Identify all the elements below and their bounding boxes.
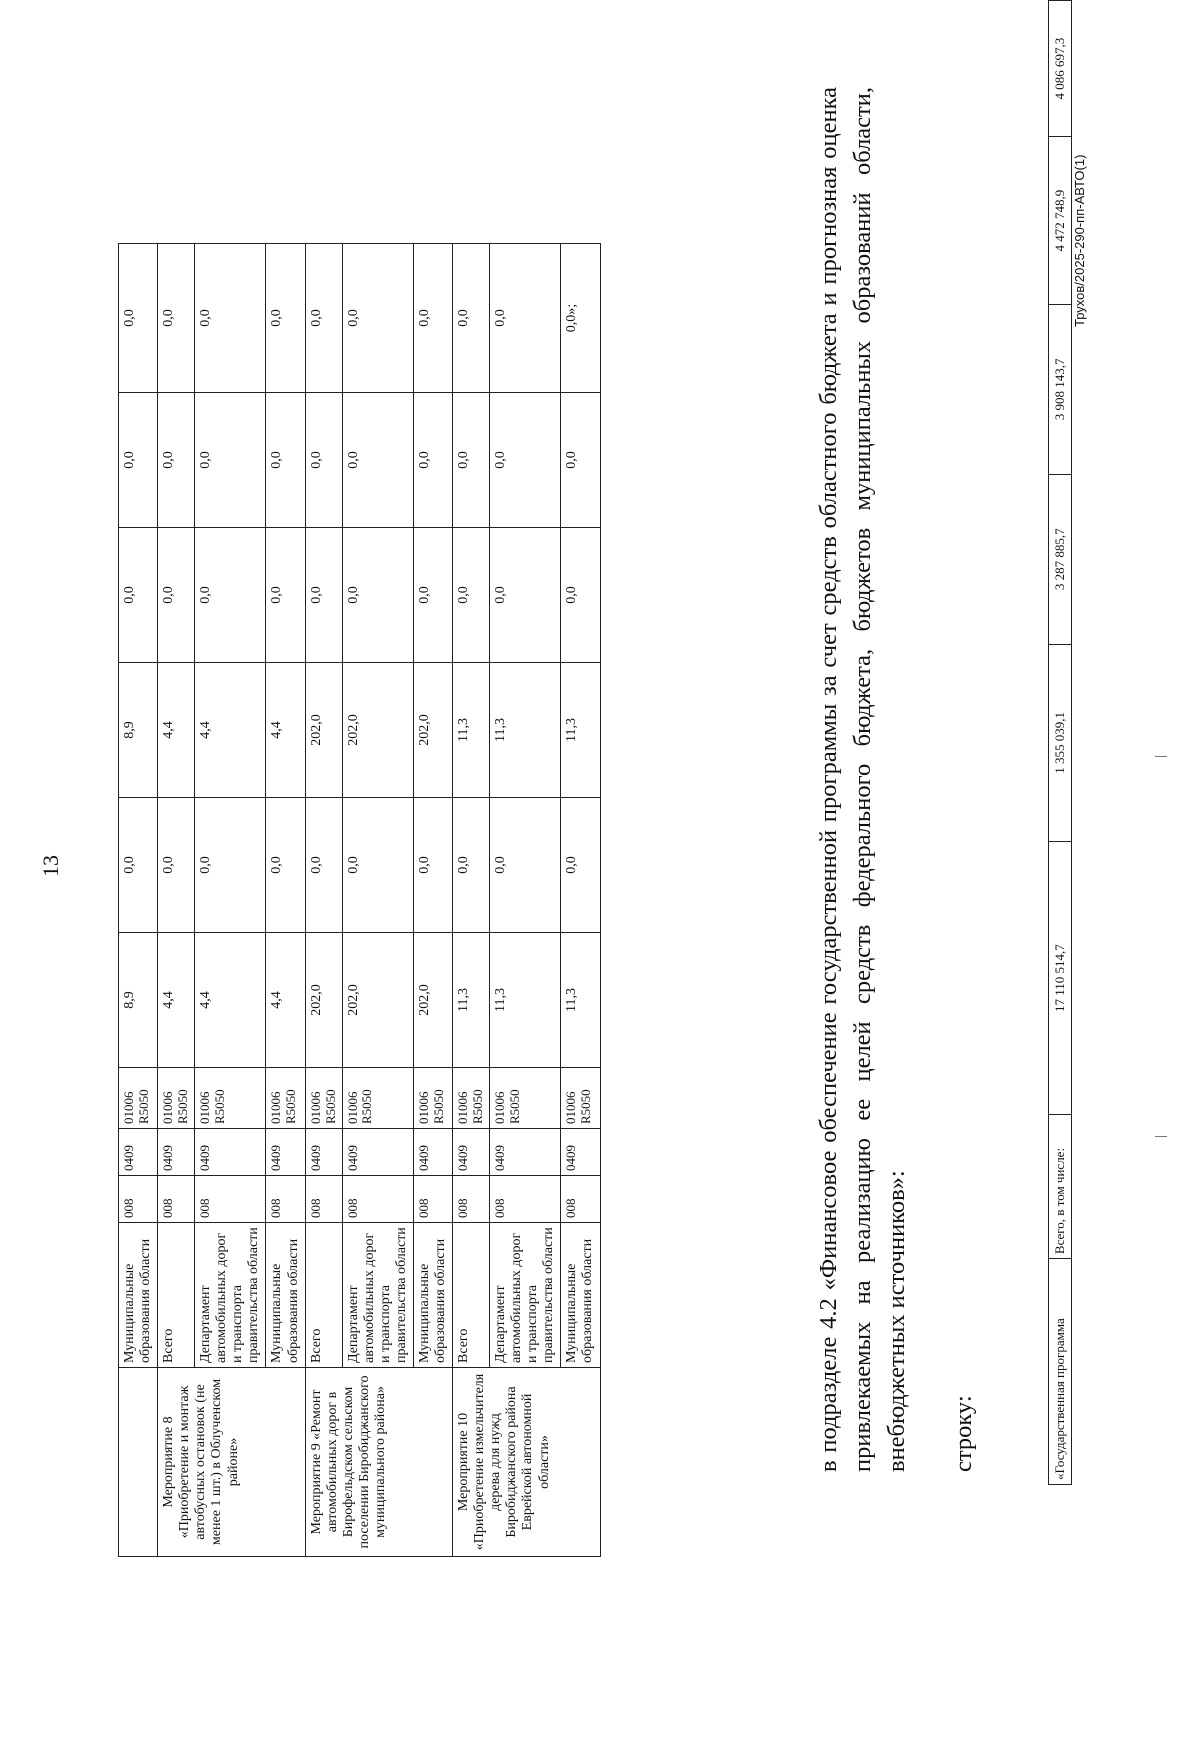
- amount-cell: 8,9: [119, 933, 158, 1068]
- section-cell: 0409: [489, 1129, 560, 1176]
- executor-cell: Муниципальные образования области: [561, 1223, 600, 1368]
- document-code: Трухов/2025-290-пп-АВТО(1): [1072, 154, 1087, 327]
- amount-cell: 0,0: [453, 798, 490, 933]
- amount-cell: 0,0: [119, 244, 158, 393]
- amount-cell: 0,0: [453, 244, 490, 393]
- amount-cell: 0,0: [266, 528, 305, 663]
- amount-cell: 0,0: [413, 393, 452, 528]
- code-cell: 008: [119, 1176, 158, 1223]
- amount-cell: 4,4: [195, 933, 266, 1068]
- code-cell: 008: [453, 1176, 490, 1223]
- amount-cell: 4,4: [266, 933, 305, 1068]
- amount-cell: 0,0: [195, 528, 266, 663]
- scan-mark: [1155, 1136, 1167, 1137]
- amount-cell: 0,0: [489, 393, 560, 528]
- executor-cell: Департамент автомобильных дорог и транспорта правительства области: [489, 1223, 560, 1368]
- table-row: [561, 244, 600, 1557]
- event-name-cell: Мероприятие 8 «Приобретение и монтаж автобусных остановок (не менее 1 шт.) в Облученском районе»: [158, 1368, 305, 1557]
- amount-cell: 0,0: [158, 528, 195, 663]
- stroku-label: строку:: [950, 1395, 977, 1472]
- code-cell: 008: [561, 1176, 600, 1223]
- amount-cell: 0,0: [305, 798, 342, 933]
- amount-cell: 0,0: [119, 798, 158, 933]
- amount-cell: 11,3: [489, 663, 560, 798]
- amount-cell: 0,0: [561, 393, 600, 528]
- table-row: [158, 244, 195, 1557]
- target-article-cell: 01006 R5050: [305, 1068, 342, 1129]
- code-cell: 008: [266, 1176, 305, 1223]
- section-cell: 0409: [453, 1129, 490, 1176]
- amount-cell: 0,0: [266, 244, 305, 393]
- event-name-cell: Мероприятие 9 «Ремонт автомобильных дорог в Бирофельдском сельском поселении Биробиджанского муниципального района»: [305, 1368, 452, 1557]
- amount-cell: 0,0: [305, 393, 342, 528]
- amount-cell: 0,0: [489, 798, 560, 933]
- amount-cell: 0,0: [561, 798, 600, 933]
- target-article-cell: 01006 R5050: [342, 1068, 413, 1129]
- amount-cell: 8,9: [119, 663, 158, 798]
- amount-cell: 0,0: [453, 528, 490, 663]
- table-row: [195, 244, 266, 1557]
- total-label: «Государственная программа: [1049, 1259, 1072, 1485]
- amendment-paragraph: в подразделе 4.2 «Финансовое обеспечение государственной программы за счет средств областного бюджета и прогнозная оценка привлекаемых на реализацию ее целей средств федерального бюджета, бюджетов муниципальных образований области, внебюджетных источников»:: [815, 87, 910, 1472]
- amount-cell: 0,0: [342, 244, 413, 393]
- amount-cell: 0,0: [489, 528, 560, 663]
- amount-cell: 202,0: [305, 663, 342, 798]
- total-value: 3 908 143,7: [1049, 305, 1072, 475]
- amount-cell: 11,3: [453, 663, 490, 798]
- total-value: 1 355 039,1: [1049, 644, 1072, 842]
- amount-cell: 0,0: [413, 798, 452, 933]
- code-cell: 008: [489, 1176, 560, 1223]
- target-article-cell: 01006 R5050: [158, 1068, 195, 1129]
- amount-cell: 0,0: [119, 393, 158, 528]
- target-article-cell: 01006 R5050: [489, 1068, 560, 1129]
- section-cell: 0409: [342, 1129, 413, 1176]
- table-row: [413, 244, 452, 1557]
- section-cell: 0409: [119, 1129, 158, 1176]
- total-sublabel: Всего, в том числе:: [1049, 1115, 1072, 1259]
- amount-cell: 0,0: [195, 798, 266, 933]
- scan-mark: [1155, 756, 1167, 757]
- code-cell: 008: [158, 1176, 195, 1223]
- table-row: [489, 244, 560, 1557]
- program-total-table: [1048, 0, 1072, 1485]
- target-article-cell: 01006 R5050: [195, 1068, 266, 1129]
- amount-cell: 4,4: [266, 663, 305, 798]
- table-row: [305, 244, 342, 1557]
- total-value: 3 287 885,7: [1049, 474, 1072, 644]
- amount-cell: 202,0: [413, 663, 452, 798]
- target-article-cell: 01006 R5050: [453, 1068, 490, 1129]
- total-value: 4 086 697,3: [1049, 1, 1072, 137]
- amount-cell: 11,3: [561, 663, 600, 798]
- amount-cell: 0,0»;: [561, 244, 600, 393]
- target-article-cell: 01006 R5050: [561, 1068, 600, 1129]
- financing-table: [118, 243, 601, 1557]
- code-cell: 008: [305, 1176, 342, 1223]
- amount-cell: 0,0: [489, 244, 560, 393]
- amount-cell: 0,0: [158, 798, 195, 933]
- amount-cell: 0,0: [195, 244, 266, 393]
- page-number: 13: [38, 855, 63, 877]
- section-cell: 0409: [195, 1129, 266, 1176]
- total-value: 4 472 748,9: [1049, 137, 1072, 305]
- amount-cell: 0,0: [158, 393, 195, 528]
- code-cell: 008: [342, 1176, 413, 1223]
- event-name-cell: [119, 1368, 158, 1557]
- amount-cell: 0,0: [342, 393, 413, 528]
- amount-cell: 202,0: [305, 933, 342, 1068]
- section-cell: 0409: [561, 1129, 600, 1176]
- amount-cell: 0,0: [413, 528, 452, 663]
- amount-cell: 202,0: [413, 933, 452, 1068]
- executor-cell: Всего: [158, 1223, 195, 1368]
- executor-cell: Муниципальные образования области: [119, 1223, 158, 1368]
- table-row: [266, 244, 305, 1557]
- table-row: [342, 244, 413, 1557]
- section-cell: 0409: [413, 1129, 452, 1176]
- executor-cell: Департамент автомобильных дорог и транспорта правительства области: [342, 1223, 413, 1368]
- target-article-cell: 01006 R5050: [266, 1068, 305, 1129]
- amount-cell: 0,0: [305, 528, 342, 663]
- amount-cell: 0,0: [195, 393, 266, 528]
- amount-cell: 0,0: [453, 393, 490, 528]
- section-cell: 0409: [305, 1129, 342, 1176]
- amount-cell: 11,3: [453, 933, 490, 1068]
- amount-cell: 11,3: [561, 933, 600, 1068]
- amount-cell: 0,0: [342, 528, 413, 663]
- amount-cell: 0,0: [119, 528, 158, 663]
- program-total-row: [1049, 1, 1072, 1485]
- amount-cell: 0,0: [561, 528, 600, 663]
- amount-cell: 202,0: [342, 663, 413, 798]
- executor-cell: Всего: [305, 1223, 342, 1368]
- amount-cell: 0,0: [158, 244, 195, 393]
- amount-cell: 4,4: [195, 663, 266, 798]
- executor-cell: Муниципальные образования области: [413, 1223, 452, 1368]
- table-row: [453, 244, 490, 1557]
- target-article-cell: 01006 R5050: [119, 1068, 158, 1129]
- executor-cell: Муниципальные образования области: [266, 1223, 305, 1368]
- amount-cell: 202,0: [342, 933, 413, 1068]
- target-article-cell: 01006 R5050: [413, 1068, 452, 1129]
- amount-cell: 0,0: [266, 798, 305, 933]
- executor-cell: Всего: [453, 1223, 490, 1368]
- total-value: 17 110 514,7: [1049, 842, 1072, 1115]
- executor-cell: Департамент автомобильных дорог и транспорта правительства области: [195, 1223, 266, 1368]
- amount-cell: 4,4: [158, 663, 195, 798]
- amount-cell: 0,0: [413, 244, 452, 393]
- code-cell: 008: [413, 1176, 452, 1223]
- event-name-cell: Мероприятие 10 «Приобретение измельчителя дерева для нужд Биробиджанского района Еврейской автономной области»: [453, 1368, 600, 1557]
- amount-cell: 0,0: [305, 244, 342, 393]
- code-cell: 008: [195, 1176, 266, 1223]
- section-cell: 0409: [158, 1129, 195, 1176]
- amount-cell: 11,3: [489, 933, 560, 1068]
- section-cell: 0409: [266, 1129, 305, 1176]
- table-row: [119, 244, 158, 1557]
- amount-cell: 0,0: [266, 393, 305, 528]
- amount-cell: 4,4: [158, 933, 195, 1068]
- amount-cell: 0,0: [342, 798, 413, 933]
